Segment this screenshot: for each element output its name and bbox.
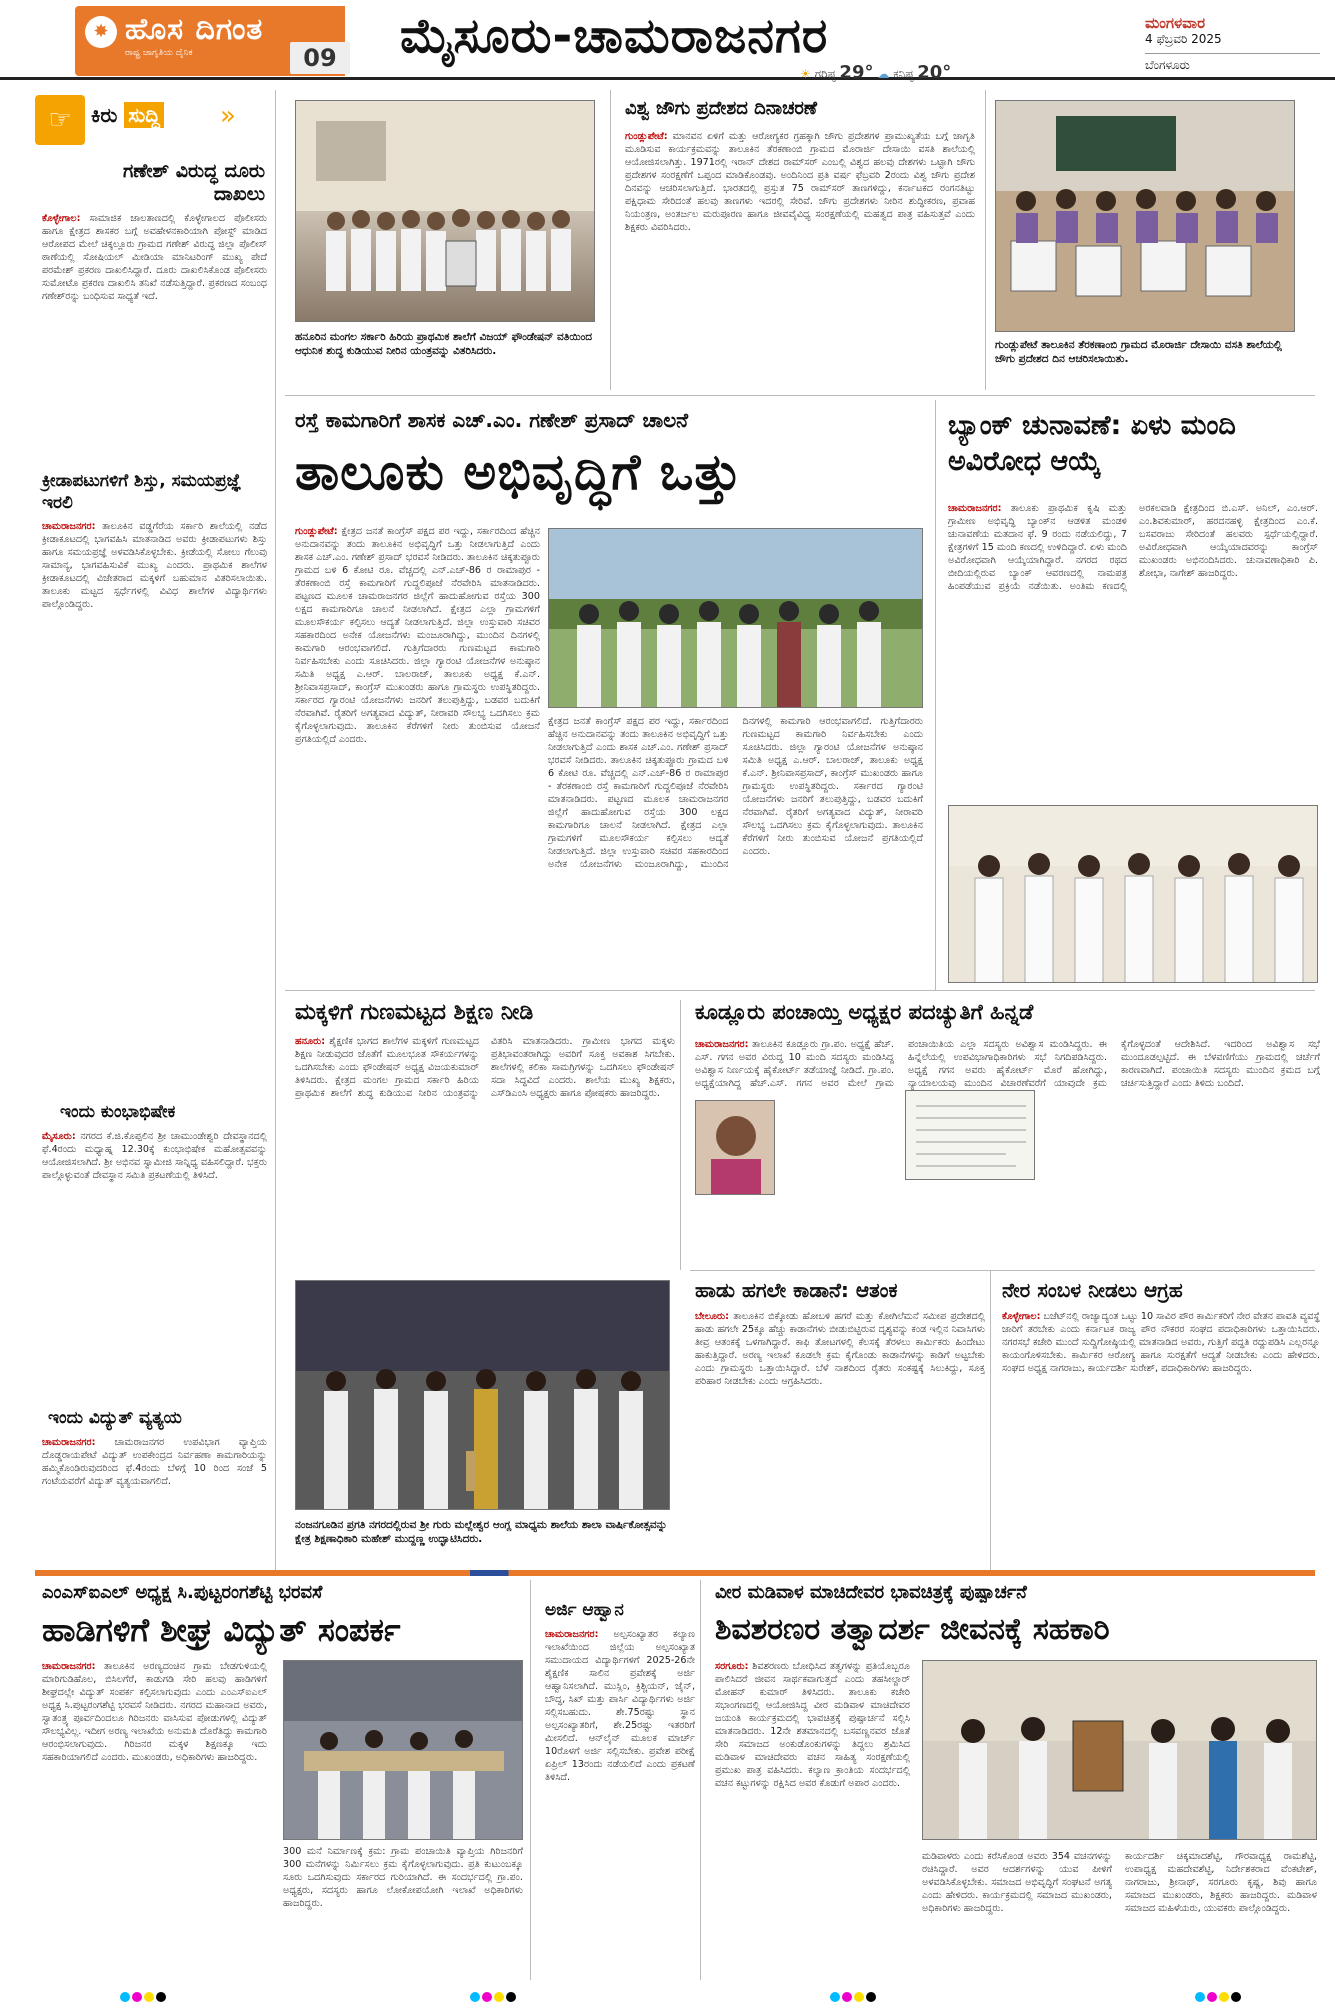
students-posters-illustration bbox=[996, 101, 1295, 332]
photo-caption: ಗುಂಡ್ಲುಪೇಟೆ ತಾಲೂಕಿನ ತೆರಕಣಾಂಬಿ ಗ್ರಾಮದ ಮೊರಾರ್ಜಿ ದೇಸಾಯಿ ವಸತಿ ಶಾಲೆಯಲ್ಲಿ ಜೌಗು ಪ್ರದೇಶದ ದಿನ ಆಚರಿಸಲಾಯಿತು. bbox=[995, 339, 1282, 365]
photo-bank-members bbox=[948, 805, 1318, 983]
story-headline: ನೇರ ಸಂಬಳ ನೀಡಲು ಆಗ್ರಹ bbox=[1002, 1278, 1183, 1302]
story-body-continued: 300 ಮನೆ ನಿರ್ಮಾಣಕ್ಕೆ ಕ್ರಮ: ಗ್ರಾಮ ಪಂಚಾಯಿತಿ ವ್ಯಾಪ್ತಿಯ ಗಿರಿಜನರಿಗೆ 300 ಮನೆಗಳನ್ನು ನಿರ್ಮಿಸಲು ಕ್ರಮ ಕೈಗೊಳ್ಳಲಾಗುವುದು. ಪ್ರತಿ ಕುಟುಂಬಕ್ಕೂ ಸೂರು ಒದಗಿಸುವುದು ಸರ್ಕಾರದ ಗುರಿಯಾಗಿದೆ. ಈ ಸಂದರ್ಭದಲ್ಲಿ ಗ್ರಾ.ಪಂ. ಅಧ್ಯಕ್ಷರು, ಸದಸ್ಯರು ಹಾಗೂ ಲೋಕೋಪಯೋಗಿ ಇಲಾಖೆ ಅಧಿಕಾರಿಗಳು ಹಾಜರಿದ್ದರು. bbox=[283, 1846, 523, 1909]
photo-school-anniversary bbox=[295, 1280, 670, 1510]
story-headline: ಕೂಡ್ಲೂರು ಪಂಚಾಯ್ತಿ ಅಧ್ಯಕ್ಷರ ಪದಚ್ಯುತಿಗೆ ಹಿನ್ನಡೆ bbox=[695, 1000, 1034, 1024]
story-body bbox=[1002, 1310, 1320, 1565]
briefs-label bbox=[91, 103, 164, 127]
brief-headline: ಇಂದು ಕುಂಭಾಭಿಷೇಕ bbox=[60, 1102, 176, 1122]
row-divider bbox=[285, 990, 1315, 991]
brief-body bbox=[42, 520, 267, 1080]
story-body bbox=[295, 1035, 675, 1260]
story-body bbox=[42, 1660, 267, 1980]
story-body bbox=[695, 1310, 985, 1565]
brief-text: ಚಾಮರಾಜನಗರ ಉಪವಿಭಾಗ ವ್ಯಾಪ್ತಿಯ ದೊಡ್ಡರಾಯಪೇಟೆ ವಿದ್ಯುತ್ ಉಪಕೇಂದ್ರದ ನಿರ್ವಹಣಾ ಕಾಮಗಾರಿಯನ್ನು ಹಮ್ಮಿಕೊಂಡಿರುವುದರಿಂದ ಫೆ.4ರಂದು ಬೆಳಗ್ಗೆ 10 ರಿಂದ ಸಂಜೆ 5 ಗಂಟೆಯವರೆಗೆ ವಿದ್ಯುತ್ ವ್ಯತ್ಯಯವಾಗಲಿದೆ. bbox=[42, 1437, 267, 1487]
story-byline: ಕೊಳ್ಳೇಗಾಲ: bbox=[1002, 1311, 1041, 1322]
story-headline: ಹಾಡು ಹಗಲೇ ಕಾಡಾನೆ: ಆತಂಕ bbox=[695, 1278, 898, 1302]
brief-text: ಸಾಮಾಜಿಕ ಜಾಲತಾಣದಲ್ಲಿ ಕೊಳ್ಳೇಗಾಲದ ಪೊಲೀಸರು ಹಾಗೂ ಕ್ಷೇತ್ರದ ಶಾಸಕರ ಬಗ್ಗೆ ಅವಹೇಳನಕಾರಿಯಾಗಿ ಪೋಸ್ಟ್ ಮಾಡಿದ ಆರೋಪದ ಮೇಲೆ ಚಿಕ್ಕಲ್ಲೂರು ಗ್ರಾಮದ ಗಣೇಶ್ ವಿರುದ್ಧ ಜಿಲ್ಲಾ ಪೊಲೀಸ್ ಠಾಣೆಯಲ್ಲಿ ಸೋಷಿಯಲ್ ಮೀಡಿಯಾ ಮಾನಿಟರಿಂಗ್ ಮುಖ್ಯ ಪೇದೆ ಪರಮೇಶ್ ಪ್ರಕರಣ ದಾಖಲಿಸಿದ್ದಾರೆ. ದೂರು ದಾಖಲಿಸಿಕೊಂಡ ಪೊಲೀಸರು ಸುಮೋಟೊ ಪ್ರಕರಣ ದಾಖಲಿಸಿ ತನಿಖೆ ನಡೆಸುತ್ತಿದ್ದಾರೆ. ಪ್ರಕರಣದ ಸಂಬಂಧ ಗಣೇಶ್‌ರನ್ನು ಬಂಧಿಸುವ ಸಾಧ್ಯತೆ ಇದೆ. bbox=[42, 213, 267, 302]
photo-caption: ನಂಜನಗೂಡಿನ ಪ್ರಗತಿ ನಗರದಲ್ಲಿರುವ ಶ್ರೀ ಗುರು ಮಲ್ಲೇಶ್ವರ ಆಂಗ್ಲ ಮಾಧ್ಯಮ ಶಾಲೆಯ ಶಾಲಾ ವಾರ್ಷಿಕೋತ್ಸವನ್ನು ಕ್ಷೇತ್ರ ಶಿಕ್ಷಣಾಧಿಕಾರಿ ಮಹೇಶ್ ಮುದ್ದಣ್ಣ ಉದ್ಘಾಟಿಸಿದರು. bbox=[295, 1519, 668, 1545]
story-body bbox=[948, 502, 1318, 792]
column-divider bbox=[935, 400, 936, 990]
story-body-continued: ಕಾರ್ಯದರ್ಶಿ ಚಿಕ್ಕಮಾದಶೆಟ್ಟಿ, ಗೌರವಾಧ್ಯಕ್ಷ ರಾಮಶೆಟ್ಟಿ, ಉಪಾಧ್ಯಕ್ಷ ಮಹದೇವಶೆಟ್ಟಿ, ನಿರ್ದೇಶಕರಾದ ವೆಂಕಟೇಶ್, ನಾಗರಾಜು, ಶ್ರೀನಾಥ್, ಸರಗೂರು ಕೃಷ್ಣ, ಶಿವು ಹಾಗೂ ಸಮಾಜದ ಮುಖಂಡರು, ಶಿಕ್ಷಕರು ಹಾಜರಿದ್ದರು. ಮಡಿವಾಳ ಸಮಾಜದ ಮಹಿಳೆಯರು, ಯುವಕರು ಪಾಲ್ಗೊಂಡಿದ್ದರು. bbox=[1125, 1851, 1317, 1914]
weather-min: 20° bbox=[917, 62, 952, 83]
story-byline: ಚಾಮರಾಜನಗರ: bbox=[545, 1629, 599, 1640]
brief-byline: ಚಾಮರಾಜನಗರ: bbox=[42, 1437, 96, 1448]
photo-road-work bbox=[548, 528, 923, 708]
registration-marks bbox=[1195, 1987, 1243, 1999]
brief-byline: ಕೊಳ್ಳೇಗಾಲ: bbox=[42, 213, 81, 224]
briefs-label-b: ಸುದ್ದಿ bbox=[124, 102, 164, 128]
column-divider bbox=[700, 1580, 701, 1980]
brief-byline: ಮೈಸೂರು: bbox=[42, 1131, 76, 1142]
story-body bbox=[625, 130, 975, 385]
lead-text-continued: ಕ್ಷೇತ್ರದ ಜನತೆ ಕಾಂಗ್ರೆಸ್ ಪಕ್ಷದ ಪರ ಇದ್ದು, ಸರ್ಕಾರದಿಂದ ಹೆಚ್ಚಿನ ಅನುದಾನವನ್ನು ತಂದು ತಾಲೂಕಿನ ಅಭಿವೃದ್ಧಿಗೆ ಒತ್ತು ನೀಡಲಾಗುತ್ತಿದೆ ಎಂದು ಶಾಸಕ ಎಚ್.ಎಂ. ಗಣೇಶ್ ಪ್ರಸಾದ್ ಭರವಸೆ ನೀಡಿದರು. ತಾಲೂಕಿನ ಚಿಕ್ಕತುಪ್ಪೂರು ಗ್ರಾಮದ ಬಳಿ 6 ಕೋಟಿ ರೂ. ವೆಚ್ಚದಲ್ಲಿ ಎನ್.ಎಚ್-86 ರ ರಾಮಾಪುರ - ತೆರಕಣಾಂಬಿ ರಸ್ತೆ ಕಾಮಗಾರಿಗೆ ಗುದ್ದಲಿಪೂಜೆ ನೆರವೇರಿಸಿ ಮಾತನಾಡಿದರು. ಪಟ್ಟಣದ ಮೂಲಕ ಚಾಮರಾಜನಗರ ಜಿಲ್ಲೆಗೆ ಹಾದುಹೋಗುವ ರಸ್ತೆಯ 300 ಲಕ್ಷದ ಕಾಮಗಾರಿಗೂ ಚಾಲನೆ ನೀಡಲಾಗಿದೆ. ಕ್ಷೇತ್ರದ ಎಲ್ಲಾ ಗ್ರಾಮಗಳಿಗೆ ಮೂಲಸೌಕರ್ಯ ಕಲ್ಪಿಸಲು ಆದ್ಯತೆ ನೀಡಲಾಗುತ್ತಿದೆ. ಜಿಲ್ಲಾ ಉಸ್ತುವಾರಿ ಸಚಿವರ ಸಹಕಾರದಿಂದ ಅನೇಕ ಯೋಜನೆಗಳು ಮಂಜೂರಾಗಿದ್ದು, ಮುಂದಿನ ದಿನಗಳಲ್ಲಿ ಕಾಮಗಾರಿ ಆರಂಭವಾಗಲಿದೆ. ಗುತ್ತಿಗೆದಾರರು ಗುಣಮಟ್ಟದ ಕಾಮಗಾರಿ ನಿರ್ವಹಿಸಬೇಕು ಎಂದು ಸೂಚಿಸಿದರು. ಜಿಲ್ಲಾ ಗ್ಯಾರಂಟಿ ಯೋಜನೆಗಳ ಅನುಷ್ಠಾನ ಸಮಿತಿ ಅಧ್ಯಕ್ಷ ಎ.ಆರ್. ಬಾಲರಾಜ್, ತಾಲೂಕು ಅಧ್ಯಕ್ಷ ಕೆ.ಎನ್. ಶ್ರೀನಿವಾಸಪ್ರಸಾದ್, ಕಾಂಗ್ರೆಸ್ ಮುಖಂಡರು ಹಾಗೂ ಗ್ರಾಮಸ್ಥರು ಉಪಸ್ಥಿತರಿದ್ದರು. ಸರ್ಕಾರದ ಗ್ಯಾರಂಟಿ ಯೋಜನೆಗಳು ಜನರಿಗೆ ತಲುಪುತ್ತಿದ್ದು, ಬಡವರ ಬದುಕಿಗೆ ನೆರವಾಗಿವೆ. ರೈತರಿಗೆ ಅಗತ್ಯವಾದ ವಿದ್ಯುತ್, ನೀರಾವರಿ ಸೌಲಭ್ಯ ಒದಗಿಸಲು ಕ್ರಮ ಕೈಗೊಳ್ಳಲಾಗುವುದು. ತಾಲೂಕಿನ ಕೆರೆಗಳಿಗೆ ನೀರು ತುಂಬಿಸುವ ಯೋಜನೆ ಪ್ರಗತಿಯಲ್ಲಿದೆ ಎಂದರು. bbox=[548, 716, 923, 870]
weather-max-label: ಗರಿಷ್ಠ bbox=[814, 67, 836, 81]
story-text: ಮಾನವನ ಏಳಿಗೆ ಮತ್ತು ಆರೋಗ್ಯಕರ ಗ್ರಹಕ್ಕಾಗಿ ಜೌಗು ಪ್ರದೇಶಗಳ ಪ್ರಾಮುಖ್ಯತೆಯ ಬಗ್ಗೆ ಜಾಗೃತಿ ಮೂಡಿಸುವ ಕಾರ್ಯಕ್ರಮವನ್ನು ತಾಲೂಕಿನ ತೆರಕಣಾಂಬಿ ಗ್ರಾಮದ ಮೊರಾರ್ಜಿ ದೇಸಾಯಿ ವಸತಿ ಶಾಲೆಯಲ್ಲಿ ಆಯೋಜಿಸಲಾಗಿತ್ತು. 1971ರಲ್ಲಿ ಇರಾನ್ ದೇಶದ ರಾಮ್‌ಸರ್ ಎಂಬಲ್ಲಿ ವಿಶ್ವದ ಹಲವು ದೇಶಗಳು ಒಟ್ಟಾಗಿ ಜೌಗು ಪ್ರದೇಶಗಳ ಸಂರಕ್ಷಣೆಗೆ ಒಪ್ಪಂದ ಮಾಡಿಕೊಂಡವು. ಅಂದಿನಿಂದ ಪ್ರತಿ ವರ್ಷ ಫೆಬ್ರವರಿ 2ರಂದು ವಿಶ್ವ ಜೌಗು ಪ್ರದೇಶ ದಿನವನ್ನು ಆಚರಿಸಲಾಗುತ್ತಿದೆ. ಭಾರತದಲ್ಲಿ ಪ್ರಸ್ತುತ 75 ರಾಮ್‌ಸರ್ ತಾಣಗಳಿದ್ದು, ಕರ್ನಾಟಕದ ರಂಗನತಿಟ್ಟು ಪಕ್ಷಿಧಾಮ ಸೇರಿದಂತೆ ಹಲವು ತಾಣಗಳು ಇದರಲ್ಲಿ ಸೇರಿವೆ. ಜೌಗು ಪ್ರದೇಶಗಳು ನೀರಿನ ಶುದ್ಧೀಕರಣ, ಪ್ರವಾಹ ನಿಯಂತ್ರಣ, ಅಂತರ್ಜಲ ಮರುಪೂರಣ ಹಾಗೂ ಜೀವವೈವಿಧ್ಯ ಸಂರಕ್ಷಣೆಯಲ್ಲಿ ಮಹತ್ವದ ಪಾತ್ರ ವಹಿಸುತ್ತವೆ ಎಂದು ಶಿಕ್ಷಕರು ವಿವರಿಸಿದರು. bbox=[625, 131, 975, 233]
brief-text: ತಾಲೂಕಿನ ವಡ್ಡಗೆರೆಯ ಸರ್ಕಾರಿ ಶಾಲೆಯಲ್ಲಿ ನಡೆದ ಕ್ರೀಡಾಕೂಟದಲ್ಲಿ ಭಾಗವಹಿಸಿ ಮಾತನಾಡಿದ ಅವರು ಕ್ರೀಡಾಪಟುಗಳು ಶಿಸ್ತು ಹಾಗೂ ಸಮಯಪ್ರಜ್ಞೆ ಅಳವಡಿಸಿಕೊಳ್ಳಬೇಕು. ಕ್ರೀಡೆಯಲ್ಲಿ ಸೋಲು ಗೆಲುವು ಸಾಮಾನ್ಯ, ಭಾಗವಹಿಸುವಿಕೆ ಮುಖ್ಯ ಎಂದರು. ಪ್ರಾಥಮಿಕ ಶಾಲೆಗಳ ಕ್ರೀಡಾಕೂಟದಲ್ಲಿ ವಿಜೇತರಾದ ಮಕ್ಕಳಿಗೆ ಬಹುಮಾನ ವಿತರಿಸಲಾಯಿತು. ತಾಲೂಕು ಮಟ್ಟದ ಸ್ಪರ್ಧೆಗಳಲ್ಲಿ ವಿವಿಧ ಶಾಲೆಗಳ ವಿದ್ಯಾರ್ಥಿಗಳು ಪಾಲ್ಗೊಂಡಿದ್ದರು. bbox=[42, 521, 267, 610]
page-number: 09 bbox=[290, 42, 350, 74]
column-divider bbox=[985, 90, 986, 390]
story-kicker: ಎಂಎಸ್‌ಐಎಲ್ ಅಧ್ಯಕ್ಷ ಸಿ.ಪುಟ್ಟರಂಗಶೆಟ್ಟಿ ಭರವಸೆ bbox=[42, 1582, 323, 1603]
row-divider bbox=[690, 1270, 1315, 1271]
story-text: ಶಿವಶರಣರು ಬೋಧಿಸಿದ ತತ್ವಗಳನ್ನು ಪ್ರತಿಯೊಬ್ಬರೂ ಪಾಲಿಸಿದರೆ ಜೀವನ ಸಾರ್ಥಕವಾಗುತ್ತದೆ ಎಂದು ತಹಸೀಲ್ದಾರ್ ಮೋಹನ್ ಕುಮಾರ್ ತಿಳಿಸಿದರು. ತಾಲೂಕು ಕಚೇರಿ ಸಭಾಂಗಣದಲ್ಲಿ ಆಯೋಜಿಸಿದ್ದ ವೀರ ಮಡಿವಾಳ ಮಾಚಿದೇವರ ಜಯಂತಿ ಕಾರ್ಯಕ್ರಮದಲ್ಲಿ ಭಾವಚಿತ್ರಕ್ಕೆ ಪುಷ್ಪಾರ್ಚನೆ ಸಲ್ಲಿಸಿ ಮಾತನಾಡಿದರು. 12ನೇ ಶತಮಾನದಲ್ಲಿ ಬಸವಣ್ಣನವರ ಜೊತೆ ಸೇರಿ ಸಮಾಜದ ಅಂಕುಡೊಂಕುಗಳನ್ನು ತಿದ್ದಲು ಶ್ರಮಿಸಿದ ಮಡಿವಾಳ ಮಾಚಿದೇವರು ವಚನ ಸಾಹಿತ್ಯ ಸಂರಕ್ಷಣೆಯಲ್ಲಿ ಪ್ರಮುಖ ಪಾತ್ರ ವಹಿಸಿದರು. ಕಲ್ಯಾಣ ಕ್ರಾಂತಿಯ ಸಂದರ್ಭದಲ್ಲಿ ವಚನ ಕಟ್ಟುಗಳನ್ನು ರಕ್ಷಿಸಿದ ಅವರ ಕೊಡುಗೆ ಅಪಾರ ಎಂದರು. bbox=[715, 1661, 910, 1789]
registration-marks bbox=[470, 1987, 518, 1999]
story-byline: ಚಾಮರಾಜನಗರ: bbox=[948, 503, 1002, 514]
lead-body-continued bbox=[548, 715, 923, 985]
story-headline: ಅರ್ಜಿ ಆಹ್ವಾನ bbox=[545, 1600, 624, 1620]
registration-marks bbox=[830, 1987, 878, 1999]
brief-headline: ಗಣೇಶ್ ವಿರುದ್ಧ ದೂರು ದಾಖಲು bbox=[122, 160, 265, 205]
row-divider bbox=[285, 395, 1315, 396]
story-text: ತಾಲೂಕಿನ ಬಿಕ್ಕೋಡು ಹೋಬಳಿ ಹಗರೆ ಮತ್ತು ಕೋಗಿಲೆಮನೆ ಸಮೀಪ ಪ್ರದೇಶದಲ್ಲಿ ಹಾಡು ಹಗಲೇ 25ಕ್ಕೂ ಹೆಚ್ಚು ಕಾಡಾನೆಗಳು ಬೀಡುಬಿಟ್ಟಿರುವ ದೃಶ್ಯವನ್ನು ಕಂಡ ಇಲ್ಲಿನ ನಿವಾಸಿಗಳು ತೀವ್ರ ಆತಂಕಕ್ಕೆ ಒಳಗಾಗಿದ್ದಾರೆ. ಕಾಫಿ ತೋಟಗಳಲ್ಲಿ ಕೆಲಸಕ್ಕೆ ತೆರಳಲು ಕಾರ್ಮಿಕರು ಹಿಂದೇಟು ಹಾಕುತ್ತಿದ್ದಾರೆ. ಅರಣ್ಯ ಇಲಾಖೆ ಕೂಡಲೇ ಕ್ರಮ ಕೈಗೊಂಡು ಕಾಡಾನೆಗಳನ್ನು ಕಾಡಿಗೆ ಅಟ್ಟಬೇಕು ಎಂದು ಗ್ರಾಮಸ್ಥರು ಒತ್ತಾಯಿಸಿದ್ದಾರೆ. ಬೆಳೆ ನಾಶದಿಂದ ರೈತರು ಸಂಕಷ್ಟಕ್ಕೆ ಸಿಲುಕಿದ್ದು, ಸೂಕ್ತ ಪರಿಹಾರ ನೀಡಬೇಕು ಎಂದು ಆಗ್ರಹಿಸಿದರು. bbox=[695, 1311, 985, 1387]
photo-school-students bbox=[295, 100, 595, 322]
stage-illustration bbox=[296, 1281, 670, 1510]
story-text: ತಾಲೂಕು ಪ್ರಾಥಮಿಕ ಕೃಷಿ ಮತ್ತು ಗ್ರಾಮೀಣ ಅಭಿವೃದ್ಧಿ ಬ್ಯಾಂಕ್‌ನ ಆಡಳಿತ ಮಂಡಳಿ ಚುನಾವಣೆಯ ಮತದಾನ ಫೆ. 9 ರಂದು ನಡೆಯಲಿದ್ದು, 7 ಕ್ಷೇತ್ರಗಳಿಗೆ 15 ಮಂದಿ ಕಣದಲ್ಲಿ ಉಳಿದಿದ್ದಾರೆ. ಏಳು ಮಂದಿ ಅವಿರೋಧವಾಗಿ ಆಯ್ಕೆಯಾಗಿದ್ದಾರೆ. ನಗರದ ರಥದ ಬೀದಿಯಲ್ಲಿರುವ ಬ್ಯಾಂಕ್ ಆವರಣದಲ್ಲಿ ನಾಮಪತ್ರ ಹಿಂಪಡೆಯುವ ಪ್ರಕ್ರಿಯೆ ನಡೆಯಿತು. ಅಂತಿಮ ಕಣದಲ್ಲಿ ಅರಕಲವಾಡಿ ಕ್ಷೇತ್ರದಿಂದ ಬಿ.ಎಸ್. ಅನಿಲ್, ಎಂ.ಆರ್. ಎಂ.ಶಿವಕುಮಾರ್, ಹರದನಹಳ್ಳಿ ಕ್ಷೇತ್ರದಿಂದ ಎಂ.ಕೆ. ಬಸವರಾಜು ಸೇರಿದಂತೆ ಹಲವರು ಸ್ಪರ್ಧೆಯಲ್ಲಿದ್ದಾರೆ. ಅವಿರೋಧವಾಗಿ ಆಯ್ಕೆಯಾದವರನ್ನು ಕಾಂಗ್ರೆಸ್ ಮುಖಂಡರು ಅಭಿನಂದಿಸಿದರು. ಚುನಾವಣಾಧಿಕಾರಿ ಪಿ. ಶೋಭಾ, ನಾಗೇಶ್ ಹಾಜರಿದ್ದರು. bbox=[948, 503, 1318, 592]
story-headline: ಹಾಡಿಗಳಿಗೆ ಶೀಘ್ರ ವಿದ್ಯುತ್ ಸಂಪರ್ಕ bbox=[42, 1611, 401, 1649]
story-byline: ಸರಗೂರು: bbox=[715, 1661, 749, 1672]
story-byline: ಹನೂರು: bbox=[295, 1036, 326, 1047]
story-byline: ಬೇಲೂರು: bbox=[695, 1311, 729, 1322]
story-text: ಅಲ್ಪಸಂಖ್ಯಾತರ ಕಲ್ಯಾಣ ಇಲಾಖೆಯಿಂದ ಜಿಲ್ಲೆಯ ಅಲ್ಪಸಂಖ್ಯಾತ ಸಮುದಾಯದ ವಿದ್ಯಾರ್ಥಿಗಳಿಗೆ 2025-26ನೇ ಶೈಕ್ಷಣಿಕ ಸಾಲಿನ ಪ್ರವೇಶಕ್ಕೆ ಅರ್ಜಿ ಆಹ್ವಾನಿಸಲಾಗಿದೆ. ಮುಸ್ಲಿಂ, ಕ್ರಿಶ್ಚಿಯನ್, ಜೈನ್, ಬೌದ್ಧ, ಸಿಖ್ ಮತ್ತು ಪಾರ್ಸಿ ವಿದ್ಯಾರ್ಥಿಗಳು ಅರ್ಜಿ ಸಲ್ಲಿಸಬಹುದು. ಶೇ.75ರಷ್ಟು ಸ್ಥಾನ ಅಲ್ಪಸಂಖ್ಯಾತರಿಗೆ, ಶೇ.25ರಷ್ಟು ಇತರರಿಗೆ ಮೀಸಲಿದೆ. ಆನ್‌ಲೈನ್ ಮೂಲಕ ಮಾರ್ಚ್ 10ರೊಳಗೆ ಅರ್ಜಿ ಸಲ್ಲಿಸಬೇಕು. ಪ್ರವೇಶ ಪರೀಕ್ಷೆ ಏಪ್ರಿಲ್ 13ರಂದು ನಡೆಯಲಿದೆ ಎಂದು ಪ್ರಕಟಣೆ ತಿಳಿಸಿದೆ. bbox=[545, 1629, 695, 1783]
weather-max: 29° bbox=[839, 62, 874, 83]
story-byline: ಚಾಮರಾಜನಗರ: bbox=[42, 1661, 96, 1672]
lamp-icon: ✸ bbox=[85, 16, 117, 48]
chevron-right-icon: » bbox=[220, 101, 236, 131]
weekday: ಮಂಗಳವಾರ bbox=[1145, 14, 1206, 32]
story-text: ಬಜೆಟ್‌ನಲ್ಲಿ ರಾಜ್ಯಾದ್ಯಂತ ಒಟ್ಟು 10 ಸಾವಿರ ಪೌರ ಕಾರ್ಮಿಕರಿಗೆ ನೇರ ವೇತನ ಪಾವತಿ ವ್ಯವಸ್ಥೆ ಜಾರಿಗೆ ತರಬೇಕು ಎಂದು ಕರ್ನಾಟಕ ರಾಜ್ಯ ಪೌರ ನೌಕರರ ಸಂಘದ ಪದಾಧಿಕಾರಿಗಳು ಒತ್ತಾಯಿಸಿದರು. ನಗರಸಭೆ ಕಚೇರಿ ಮುಂದೆ ಸುದ್ದಿಗೋಷ್ಠಿಯಲ್ಲಿ ಮಾತನಾಡಿದ ಅವರು, ಗುತ್ತಿಗೆ ಪದ್ಧತಿ ರದ್ದುಪಡಿಸಿ ಎಲ್ಲರನ್ನೂ ಕಾಯಂಗೊಳಿಸಬೇಕು. ಕಾರ್ಮಿಕರ ಆರೋಗ್ಯ ಹಾಗೂ ಸುರಕ್ಷತೆಗೆ ಆದ್ಯತೆ ನೀಡಬೇಕು ಎಂದು ಹೇಳಿದರು. ಸಂಘದ ಅಧ್ಯಕ್ಷ ನಾಗರಾಜು, ಕಾರ್ಯದರ್ಶಿ ಸುರೇಶ್, ಪದಾಧಿಕಾರಿಗಳು ಹಾಜರಿದ್ದರು. bbox=[1002, 1311, 1320, 1374]
lead-body bbox=[295, 525, 540, 985]
column-divider bbox=[990, 1270, 991, 1570]
brief-headline: ಇಂದು ವಿದ್ಯುತ್ ವ್ಯತ್ಯಯ bbox=[48, 1408, 182, 1428]
weather-min-label: ಕನಿಷ್ಠ bbox=[893, 67, 914, 81]
story-headline: ಶಿವಶರಣರ ತತ್ವಾದರ್ಶ ಜೀವನಕ್ಕೆ ಸಹಕಾರಿ bbox=[715, 1612, 1110, 1647]
brief-byline: ಚಾಮರಾಜನಗರ: bbox=[42, 521, 96, 532]
column-divider bbox=[610, 90, 611, 390]
dateline bbox=[1145, 14, 1320, 73]
story-byline: ಚಾಮರಾಜನಗರ: bbox=[695, 1039, 749, 1050]
briefs-header bbox=[35, 95, 260, 145]
story-text: ತಾಲೂಕಿನ ಅರಣ್ಯದಂಚಿನ ಗ್ರಾಮ ಬೇಡಗುಳಿಯಲ್ಲಿ ಮಾರಿಗುಡಿಹೊಲ, ಬಿಸಿಲಗೆರೆ, ಕಾಡುಗಡಿ ಸೇರಿ ಹಲವು ಹಾಡಿಗಳಿಗೆ ಶೀಘ್ರದಲ್ಲೇ ವಿದ್ಯುತ್ ಸಂಪರ್ಕ ಕಲ್ಪಿಸಲಾಗುವುದು ಎಂದು ಎಂಎಸ್‌ಐಎಲ್ ಅಧ್ಯಕ್ಷ ಸಿ.ಪುಟ್ಟರಂಗಶೆಟ್ಟಿ ಭರವಸೆ ನೀಡಿದರು. ನಗರದ ಮಹಾನಾದ ಅವರು, ಸ್ವಾತಂತ್ರ್ಯ ಪೂರ್ವದಿಂದಲೂ ಗಿರಿಜನರು ವಾಸಿಸುವ ಪೋಡುಗಳಲ್ಲಿ ವಿದ್ಯುತ್ ಸೌಲಭ್ಯವಿಲ್ಲ. ಇದೀಗ ಅರಣ್ಯ ಇಲಾಖೆಯ ಅನುಮತಿ ದೊರೆತಿದ್ದು ಕಾಮಗಾರಿ ಆರಂಭಿಸಲಾಗುವುದು. ಗಿರಿಜನರ ಮಕ್ಕಳ ಶಿಕ್ಷಣಕ್ಕೂ ಇದು ಸಹಕಾರಿಯಾಗಲಿದೆ ಎಂದರು. ಮುಖಂಡರು, ಅಧಿಕಾರಿಗಳು ಹಾಜರಿದ್ದರು. bbox=[42, 1661, 267, 1763]
column-divider bbox=[680, 1000, 681, 1270]
photo-wetland-day bbox=[995, 100, 1295, 332]
meeting-illustration bbox=[284, 1661, 523, 1840]
story-text: ಶೈಕ್ಷಣಿಕ ಭಾಗದ ಶಾಲೆಗಳ ಮಕ್ಕಳಿಗೆ ಗುಣಮಟ್ಟದ ಶಿಕ್ಷಣ ನೀಡುವುದರ ಜೊತೆಗೆ ಮೂಲಭೂತ ಸೌಕರ್ಯಗಳನ್ನು ಒದಗಿಸಬೇಕು ಎಂದು ಫೌಂಡೇಷನ್ ಅಧ್ಯಕ್ಷ ವಿಜಯಕುಮಾರ್ ತಿಳಿಸಿದರು. ಕ್ಷೇತ್ರದ ಮಂಗಲ ಗ್ರಾಮದ ಸರ್ಕಾರಿ ಹಿರಿಯ ಪ್ರಾಥಮಿಕ ಶಾಲೆಗೆ ಶುದ್ಧ ಕುಡಿಯುವ ನೀರಿನ ಯಂತ್ರವನ್ನು ವಿತರಿಸಿ ಮಾತನಾಡಿದರು. ಗ್ರಾಮೀಣ ಭಾಗದ ಮಕ್ಕಳು ಪ್ರತಿಭಾವಂತರಾಗಿದ್ದು ಅವರಿಗೆ ಸೂಕ್ತ ಅವಕಾಶ ಸಿಗಬೇಕು. ಶಾಲೆಗಳಲ್ಲಿ ಕಲಿಕಾ ಸಾಮಗ್ರಿಗಳನ್ನು ಒದಗಿಸಲು ಫೌಂಡೇಷನ್ ಸದಾ ಸಿದ್ಧವಿದೆ ಎಂದರು. ಶಾಲೆಯ ಮುಖ್ಯ ಶಿಕ್ಷಕರು, ಎಸ್‌ಡಿಎಂಸಿ ಅಧ್ಯಕ್ಷರು ಹಾಗೂ ಪೋಷಕರು ಹಾಜರಿದ್ದರು. bbox=[295, 1036, 675, 1099]
story-byline: ಗುಂಡ್ಲುಪೇಟೆ: bbox=[625, 131, 668, 142]
story-body-continued: ಮಡಿವಾಳರು ಎಂದು ಕರೆಸಿಕೊಂಡ ಅವರು 354 ವಚನಗಳನ್ನು ರಚಿಸಿದ್ದಾರೆ. ಅವರ ಆದರ್ಶಗಳನ್ನು ಯುವ ಪೀಳಿಗೆ ಅಳವಡಿಸಿಕೊಳ್ಳಬೇಕು. ಸಮಾಜದ ಅಭಿವೃದ್ಧಿಗೆ ಸಂಘಟನೆ ಅಗತ್ಯ ಎಂದು ಹೇಳಿದರು. ಕಾರ್ಯಕ್ರಮದಲ್ಲಿ ಸಮಾಜದ ಮುಖಂಡರು, ಅಧಿಕಾರಿಗಳು ಹಾಜರಿದ್ದರು. bbox=[922, 1851, 1112, 1914]
photo-madivala-jayanthi bbox=[922, 1660, 1317, 1840]
date: 4 ಫೆಬ್ರವರಿ 2025 bbox=[1145, 32, 1222, 46]
weather-readout bbox=[800, 62, 951, 83]
section-strip bbox=[35, 1570, 1315, 1576]
cloud-icon: ☁ bbox=[877, 67, 890, 81]
brief-body bbox=[42, 1436, 267, 1566]
members-illustration bbox=[949, 806, 1318, 983]
column-divider bbox=[530, 1580, 531, 1980]
registration-marks bbox=[120, 1987, 168, 1999]
brief-headline: ಕ್ರೀಡಾಪಟುಗಳಿಗೆ ಶಿಸ್ತು, ಸಮಯಪ್ರಜ್ಞೆ ಇರಲಿ bbox=[42, 471, 242, 513]
story-kicker: ವೀರ ಮಡಿವಾಳ ಮಾಚಿದೇವರ ಭಾವಚಿತ್ರಕ್ಕೆ ಪುಷ್ಪಾರ್ಚನೆ bbox=[715, 1582, 1027, 1603]
crowd-illustration bbox=[549, 529, 923, 708]
paper-tagline: ರಾಷ್ಟ್ರ ಜಾಗೃತಿಯ ದೈನಿಕ bbox=[125, 48, 193, 58]
brief-body bbox=[42, 1130, 267, 1400]
brief-text: ನಗರದ ಕೆ.ಜಿ.ಕೊಪ್ಪಲಿನ ಶ್ರೀ ಚಾಮುಂಡೇಶ್ವರಿ ದೇವಸ್ಥಾನದಲ್ಲಿ ಫೆ.4ರಂದು ಮಧ್ಯಾಹ್ನ 12.30ಕ್ಕೆ ಕುಂಭಾಭಿಷೇಕ ಮಹೋತ್ಸವವನ್ನು ಆಯೋಜಿಸಲಾಗಿದೆ. ಶ್ರೀ ಅಭಿನವ ಸ್ವಾಮೀಜಿ ಸಾನ್ನಿಧ್ಯ ವಹಿಸಲಿದ್ದಾರೆ. ಭಕ್ತರು ಪಾಲ್ಗೊಳ್ಳುವಂತೆ ದೇವಸ್ಥಾನ ಸಮಿತಿ ಪ್ರಕಟಣೆಯಲ್ಲಿ ತಿಳಿಸಿದೆ. bbox=[42, 1131, 267, 1181]
lead-kicker: ರಸ್ತೆ ಕಾಮಗಾರಿಗೆ ಶಾಸಕ ಎಚ್.ಎಂ. ಗಣೇಶ್ ಪ್ರಸಾದ್ ಚಾಲನೆ bbox=[295, 408, 689, 432]
lead-text: ಕ್ಷೇತ್ರದ ಜನತೆ ಕಾಂಗ್ರೆಸ್ ಪಕ್ಷದ ಪರ ಇದ್ದು, ಸರ್ಕಾರದಿಂದ ಹೆಚ್ಚಿನ ಅನುದಾನವನ್ನು ತಂದು ತಾಲೂಕಿನ ಅಭಿವೃದ್ಧಿಗೆ ಒತ್ತು ನೀಡಲಾಗುತ್ತಿದೆ ಎಂದು ಶಾಸಕ ಎಚ್.ಎಂ. ಗಣೇಶ್ ಪ್ರಸಾದ್ ಭರವಸೆ ನೀಡಿದರು. ತಾಲೂಕಿನ ಚಿಕ್ಕತುಪ್ಪೂರು ಗ್ರಾಮದ ಬಳಿ 6 ಕೋಟಿ ರೂ. ವೆಚ್ಚದಲ್ಲಿ ಎನ್.ಎಚ್-86 ರ ರಾಮಾಪುರ - ತೆರಕಣಾಂಬಿ ರಸ್ತೆ ಕಾಮಗಾರಿಗೆ ಗುದ್ದಲಿಪೂಜೆ ನೆರವೇರಿಸಿ ಮಾತನಾಡಿದರು. ಪಟ್ಟಣದ ಮೂಲಕ ಚಾಮರಾಜನಗರ ಜಿಲ್ಲೆಗೆ ಹಾದುಹೋಗುವ ರಸ್ತೆಯ 300 ಲಕ್ಷದ ಕಾಮಗಾರಿಗೂ ಚಾಲನೆ ನೀಡಲಾಗಿದೆ. ಕ್ಷೇತ್ರದ ಎಲ್ಲಾ ಗ್ರಾಮಗಳಿಗೆ ಮೂಲಸೌಕರ್ಯ ಕಲ್ಪಿಸಲು ಆದ್ಯತೆ ನೀಡಲಾಗುತ್ತಿದೆ. ಜಿಲ್ಲಾ ಉಸ್ತುವಾರಿ ಸಚಿವರ ಸಹಕಾರದಿಂದ ಅನೇಕ ಯೋಜನೆಗಳು ಮಂಜೂರಾಗಿದ್ದು, ಮುಂದಿನ ದಿನಗಳಲ್ಲಿ ಕಾಮಗಾರಿ ಆರಂಭವಾಗಲಿದೆ. ಗುತ್ತಿಗೆದಾರರು ಗುಣಮಟ್ಟದ ಕಾಮಗಾರಿ ನಿರ್ವಹಿಸಬೇಕು ಎಂದು ಸೂಚಿಸಿದರು. ಜಿಲ್ಲಾ ಗ್ಯಾರಂಟಿ ಯೋಜನೆಗಳ ಅನುಷ್ಠಾನ ಸಮಿತಿ ಅಧ್ಯಕ್ಷ ಎ.ಆರ್. ಬಾಲರಾಜ್, ತಾಲೂಕು ಅಧ್ಯಕ್ಷ ಕೆ.ಎನ್. ಶ್ರೀನಿವಾಸಪ್ರಸಾದ್, ಕಾಂಗ್ರೆಸ್ ಮುಖಂಡರು ಹಾಗೂ ಗ್ರಾಮಸ್ಥರು ಉಪಸ್ಥಿತರಿದ್ದರು. ಸರ್ಕಾರದ ಗ್ಯಾರಂಟಿ ಯೋಜನೆಗಳು ಜನರಿಗೆ ತಲುಪುತ್ತಿದ್ದು, ಬಡವರ ಬದುಕಿಗೆ ನೆರವಾಗಿವೆ. ರೈತರಿಗೆ ಅಗತ್ಯವಾದ ವಿದ್ಯುತ್, ನೀರಾವರಿ ಸೌಲಭ್ಯ ಒದಗಿಸಲು ಕ್ರಮ ಕೈಗೊಳ್ಳಲಾಗುವುದು. ತಾಲೂಕಿನ ಕೆರೆಗಳಿಗೆ ನೀರು ತುಂಬಿಸುವ ಯೋಜನೆ ಪ್ರಗತಿಯಲ್ಲಿದೆ ಎಂದರು. bbox=[295, 526, 540, 745]
group-photo-illustration bbox=[296, 101, 595, 322]
column-divider bbox=[275, 90, 276, 1570]
paper-logo bbox=[75, 6, 345, 76]
hand-icon: ☞ bbox=[35, 95, 85, 145]
sun-icon: ☀ bbox=[800, 67, 811, 81]
story-headline: ಬ್ಯಾಂಕ್ ಚುನಾವಣೆ: ಏಳು ಮಂದಿ ಅವಿರೋಧ ಆಯ್ಕೆ bbox=[948, 410, 1236, 477]
story-body bbox=[715, 1660, 910, 1980]
brief-body bbox=[42, 212, 267, 462]
story-body bbox=[695, 1038, 1320, 1263]
lead-byline: ಗುಂಡ್ಲುಪೇಟೆ: bbox=[295, 526, 338, 537]
edition-title: ಮೈಸೂರು-ಚಾಮರಾಜನಗರ bbox=[400, 8, 829, 64]
story-text: ತಾಲೂಕಿನ ಕೂಡ್ಲೂರು ಗ್ರಾ.ಪಂ. ಅಧ್ಯಕ್ಷೆ ಹೆಚ್. ಎಸ್. ಗಗನ ಅವರ ವಿರುದ್ಧ 10 ಮಂದಿ ಸದಸ್ಯರು ಮಂಡಿಸಿದ್ದ ಅವಿಶ್ವಾಸ ನಿರ್ಣಯಕ್ಕೆ ಹೈಕೋರ್ಟ್ ತಡೆಯಾಜ್ಞೆ ನೀಡಿದೆ. ಗ್ರಾ.ಪಂ. ಅಧ್ಯಕ್ಷೆಯಾಗಿದ್ದ ಹೆಚ್.ಎಸ್. ಗಗನ ಅವರ ಮೇಲೆ ಗ್ರಾಮ ಪಂಚಾಯಿತಿಯ ಎಲ್ಲಾ ಸದಸ್ಯರು ಅವಿಶ್ವಾಸ ಮಂಡಿಸಿದ್ದರು. ಈ ಹಿನ್ನೆಲೆಯಲ್ಲಿ ಉಪವಿಭಾಗಾಧಿಕಾರಿಗಳು ಸಭೆ ನಿಗದಿಪಡಿಸಿದ್ದರು. ಅಧ್ಯಕ್ಷೆ ಗಗನ ಅವರು ಹೈಕೋರ್ಟ್ ಮೊರೆ ಹೋಗಿದ್ದು, ನ್ಯಾಯಾಲಯವು ಮುಂದಿನ ವಿಚಾರಣೆವರೆಗೆ ಯಾವುದೇ ಕ್ರಮ ಕೈಗೊಳ್ಳದಂತೆ ಆದೇಶಿಸಿದೆ. ಇದರಿಂದ ಅವಿಶ್ವಾಸ ಸಭೆ ಮುಂದೂಡಲ್ಪಟ್ಟಿದೆ. ಈ ಬೆಳವಣಿಗೆಯು ಗ್ರಾಮದಲ್ಲಿ ಚರ್ಚೆಗೆ ಕಾರಣವಾಗಿದೆ. ಪಂಚಾಯಿತಿ ಸದಸ್ಯರು ಮುಂದಿನ ಕ್ರಮದ ಬಗ್ಗೆ ಚರ್ಚಿಸುತ್ತಿದ್ದಾರೆ ಎಂದು ತಿಳಿದು ಬಂದಿದೆ. bbox=[695, 1039, 1320, 1089]
story-headline: ವಿಶ್ವ ಜೌಗು ಪ್ರದೇಶದ ದಿನಾಚರಣೆ bbox=[625, 98, 818, 119]
photo-electricity-meeting bbox=[283, 1660, 523, 1840]
photo-caption: ಹನೂರಿನ ಮಂಗಲ ಸರ್ಕಾರಿ ಹಿರಿಯ ಪ್ರಾಥಮಿಕ ಶಾಲೆಗೆ ವಿಜಯ್ ಫೌಂಡೇಷನ್ ವತಿಯಿಂದ ಆಧುನಿಕ ಶುದ್ಧ ಕುಡಿಯುವ ನೀರಿನ ಯಂತ್ರವನ್ನು ವಿತರಿಸಿದರು. bbox=[295, 331, 593, 357]
briefs-label-a: ಕಿರು bbox=[91, 103, 118, 127]
masthead bbox=[0, 0, 1335, 83]
city: ಬೆಂಗಳೂರು bbox=[1145, 53, 1320, 73]
paper-name: ಹೊಸ ದಿಗಂತ bbox=[125, 12, 264, 47]
ceremony-illustration bbox=[923, 1661, 1317, 1840]
story-body bbox=[545, 1628, 695, 1978]
lead-headline: ತಾಲೂಕು ಅಭಿವೃದ್ಧಿಗೆ ಒತ್ತು bbox=[295, 443, 743, 501]
story-headline: ಮಕ್ಕಳಿಗೆ ಗುಣಮಟ್ಟದ ಶಿಕ್ಷಣ ನೀಡಿ bbox=[295, 1000, 534, 1025]
